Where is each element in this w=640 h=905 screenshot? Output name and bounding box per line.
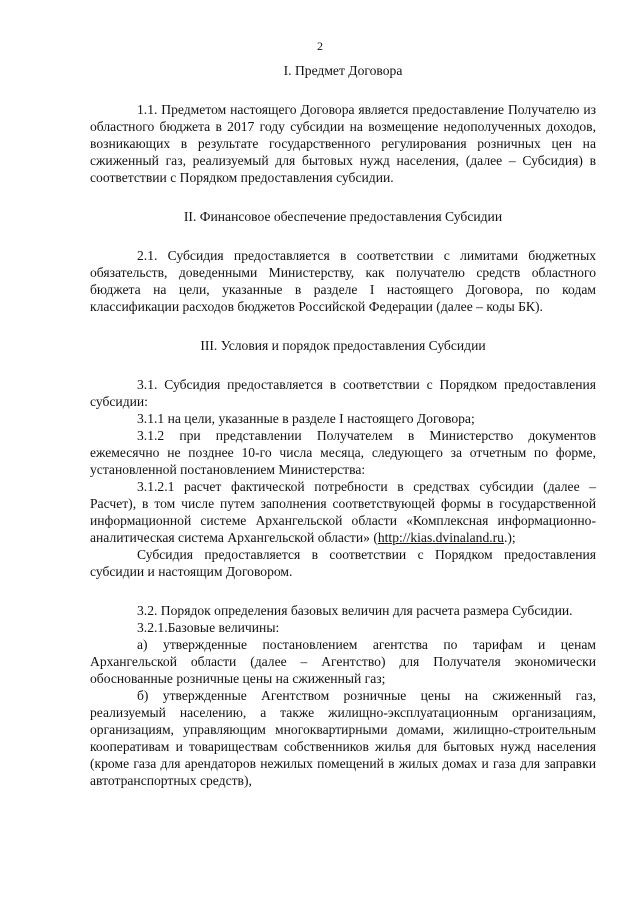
section-3-heading: III. Условия и порядок предоставления Субсидии	[200, 338, 486, 353]
paragraph-3-2: 3.2. Порядок определения базовых величин для расчета размера Субсидии.	[137, 603, 573, 618]
paragraph-1-1: 1.1. Предметом настоящего Договора является предоставление Получателю из областного бюджета в 2017 году субсидии на возмещение недополученных доходов, возникающих в результате государственного регулирования розничных цен на сжиженный газ, реализуемый для бытовых нужд населения, (далее – Субсидия) в соответствии с Порядком предоставления субсидии.	[90, 102, 596, 185]
kias-link[interactable]: http://kias.dvinaland.ru	[377, 530, 504, 545]
paragraph-3-2-1-a: а) утвержденные постановлением агентства по тарифам и ценам Архангельской области (далее – Агентство) для Получателя экономически обоснованные розничные цены на сжиженный газ;	[90, 637, 596, 686]
paragraph-2-1: 2.1. Субсидия предоставляется в соответствии с лимитами бюджетных обязательств, доведенными Министерству, как получателю средств областного бюджета на цели, указанные в разделе I настоящего Договора, по кодам классификации расходов бюджетов Российской Федерации (далее – коды БК).	[90, 248, 596, 314]
paragraph-3-2-1-b: б) утвержденные Агентством розничные цены на сжиженный газ, реализуемый населению, а также жилищно-эксплуатационным организациям, организациям, управляющим многоквартирными домами, жилищно-строительным кооперативам и товариществам собственников жилья для бытовых нужд населения (кроме газа для арендаторов нежилых помещений в жилых домах и газа для заправки автотранспортных средств),	[90, 688, 596, 788]
paragraph-3-1: 3.1. Субсидия предоставляется в соответствии с Порядком предоставления субсидии:	[90, 377, 596, 409]
paragraph-3-1-2: 3.1.2 при представлении Получателем в Министерство документов ежемесячно не позднее 10-го числа месяца, следующего за отчетным по форме, установленной постановлением Министерства:	[90, 428, 596, 477]
document-body	[90, 62, 596, 789]
page-number: 2	[317, 39, 323, 53]
paragraph-3-1-2-1	[90, 478, 596, 546]
paragraph-3-2-1: 3.2.1.Базовые величины:	[137, 620, 280, 635]
section-2-heading: II. Финансовое обеспечение предоставления Субсидии	[183, 209, 503, 224]
paragraph-3-1-1: 3.1.1 на цели, указанные в разделе I настоящего Договора;	[137, 411, 475, 426]
paragraph-subsidy-note: Субсидия предоставляется в соответствии с Порядком предоставления субсидии и настоящим Договором.	[90, 547, 596, 579]
section-1-heading: I. Предмет Договора	[283, 63, 403, 78]
paragraph-3-1-2-1-tail: .);	[503, 530, 516, 545]
paragraph-3-1-2-1-text: 3.1.2.1 расчет фактической потребности в средствах субсидии (далее – Расчет), в том числе путем заполнения соответствующей формы в государственной информационной системе Архангельской области «Комплексная информационно-аналитическая система Архангельской области» (	[90, 479, 596, 545]
